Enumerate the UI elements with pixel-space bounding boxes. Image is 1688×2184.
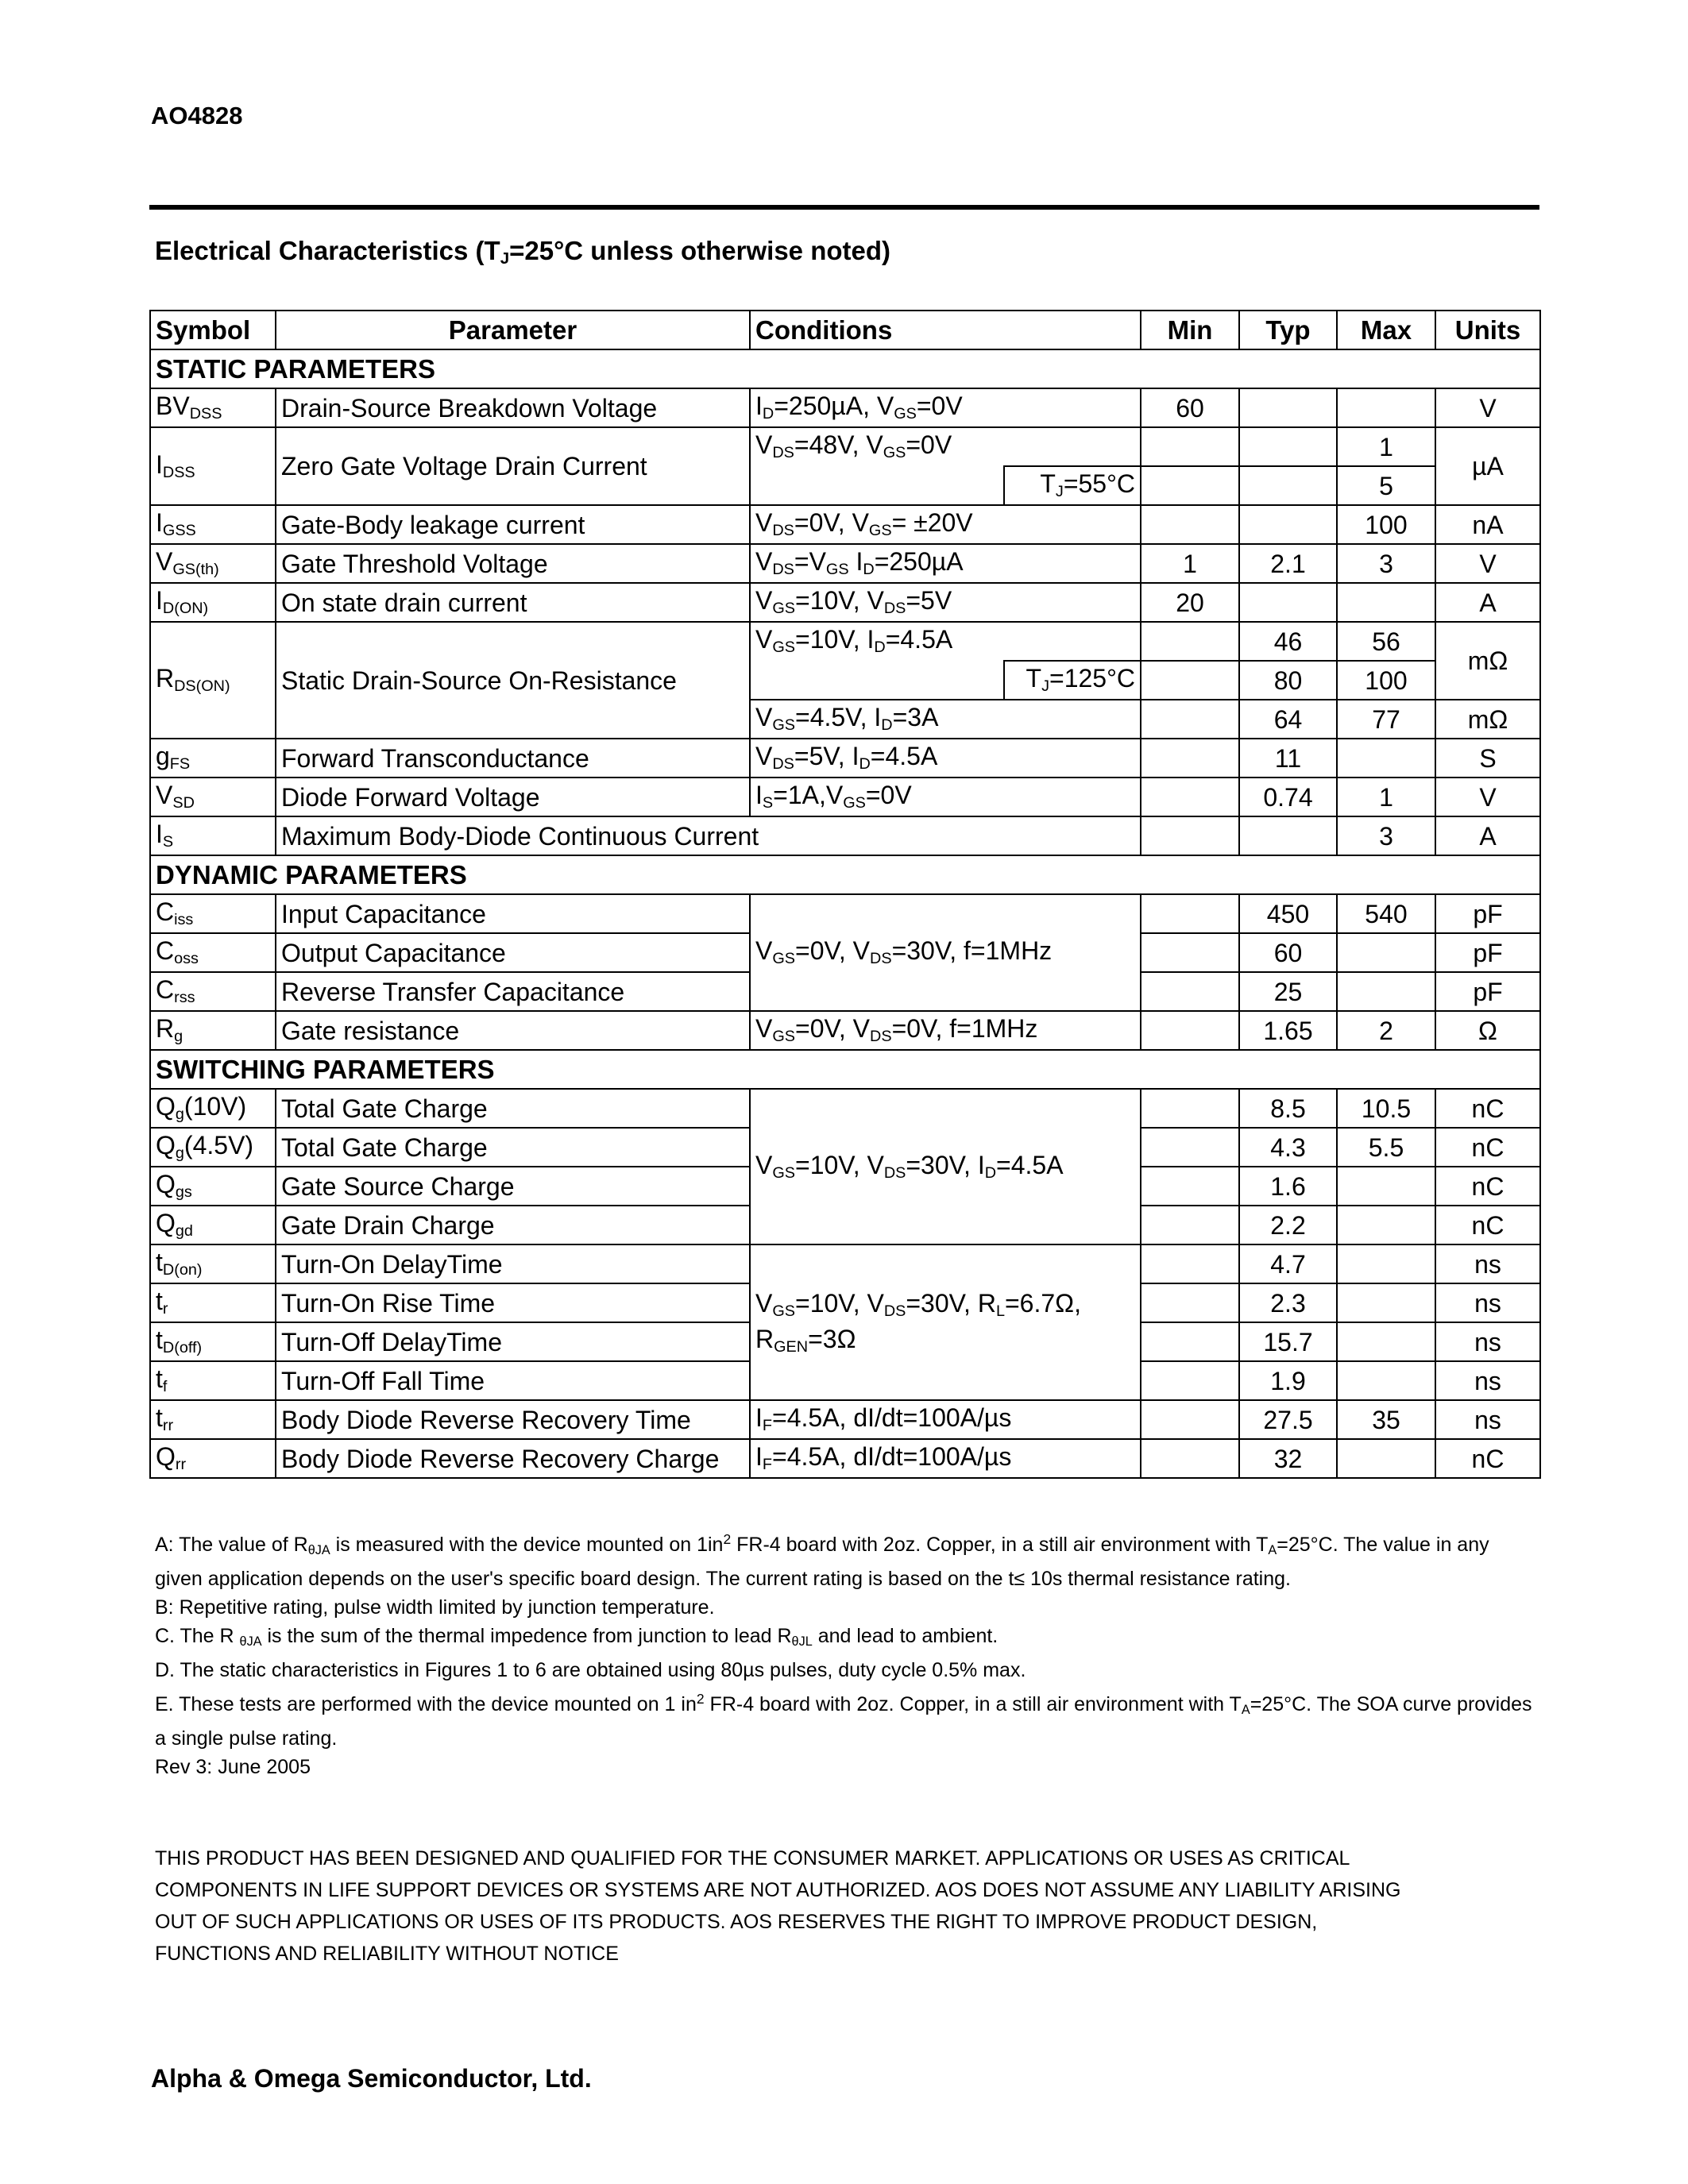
- max-cell: [1337, 1206, 1435, 1244]
- symbol-cell: $I_{D(ON)}$: [150, 583, 276, 622]
- conditions-cell: $V_{GS}=0V$, $V_{DS}=0V$, f=1MHz: [750, 1011, 1141, 1050]
- parameter-cell: Static Drain-Source On-Resistance: [276, 622, 750, 739]
- units-cell: A: [1435, 583, 1540, 622]
- typ-cell: 2.2: [1239, 1206, 1337, 1244]
- min-cell: [1141, 505, 1239, 544]
- symbol-cell: $t_{rr}$: [150, 1400, 276, 1439]
- typ-cell: [1239, 427, 1337, 466]
- table-row: [150, 1089, 1540, 1128]
- max-cell: 100: [1337, 505, 1435, 544]
- typ-cell: 8.5: [1239, 1089, 1337, 1128]
- conditions-cell: $I_S=1A,V_{GS}=0V$: [750, 778, 1141, 816]
- symbol-cell: $Q_{rr}$: [150, 1439, 276, 1478]
- parameter-cell: On state drain current: [276, 583, 750, 622]
- parameter-cell: Turn-On Rise Time: [276, 1283, 750, 1322]
- table-row: [150, 505, 1540, 544]
- table-row: [150, 1400, 1540, 1439]
- symbol-cell: $Q_{gs}$: [150, 1167, 276, 1206]
- table-title: Electrical Characteristics ($T_J=25^\circ C$ unless otherwise noted): [155, 236, 890, 268]
- typ-cell: 1.9: [1239, 1361, 1337, 1400]
- footnote-e: E. These tests are performed with the device mounted on 1 $in^2$ FR-4 board with 2oz. Copper, in a still air environment with $T_A=25^\circ C$. The SOA curve provides a single pulse rating.: [155, 1690, 1532, 1750]
- max-cell: [1337, 1244, 1435, 1283]
- table-row: [150, 739, 1540, 778]
- units-cell: ns: [1435, 1244, 1540, 1283]
- footnote-c: C. The R $_{\theta JA}$ is the sum of the thermal impedence from junction to lead $R_{\theta JL}$ and lead to ambient.: [155, 1624, 999, 1649]
- units-cell: µA: [1435, 427, 1540, 505]
- table-row: [150, 583, 1540, 622]
- max-cell: 35: [1337, 1400, 1435, 1439]
- symbol-cell: $V_{GS(th)}$: [150, 544, 276, 583]
- disclaimer: [155, 1843, 1553, 1970]
- symbol-cell: $I_S$: [150, 816, 276, 855]
- max-cell: [1337, 1361, 1435, 1400]
- max-cell: 5.5: [1337, 1128, 1435, 1167]
- footnote-d: D. The static characteristics in Figures 1 to 6 are obtained using 80µs pulses, duty cycle 0.5% max.: [155, 1658, 1026, 1681]
- max-cell: [1337, 972, 1435, 1011]
- table-row: [150, 544, 1540, 583]
- parameter-cell: Turn-Off Fall Time: [276, 1361, 750, 1400]
- min-cell: [1141, 1322, 1239, 1361]
- symbol-cell: $BV_{DSS}$: [150, 388, 276, 427]
- units-cell: pF: [1435, 972, 1540, 1011]
- symbol-cell: $C_{iss}$: [150, 894, 276, 933]
- typ-cell: 15.7: [1239, 1322, 1337, 1361]
- typ-cell: 1.65: [1239, 1011, 1337, 1050]
- parameter-cell: Total Gate Charge: [276, 1089, 750, 1128]
- conditions-cell: $V_{GS}=10V$, $V_{DS}=5V$: [750, 583, 1141, 622]
- footnotes: [155, 1525, 1537, 1781]
- units-cell: nA: [1435, 505, 1540, 544]
- typ-cell: 32: [1239, 1439, 1337, 1478]
- parameter-cell: Turn-Off DelayTime: [276, 1322, 750, 1361]
- units-cell: A: [1435, 816, 1540, 855]
- header-max: Max: [1337, 311, 1435, 349]
- units-cell: nC: [1435, 1167, 1540, 1206]
- conditions-cell: $I_D=250\mu A$, $V_{GS}=0V$: [750, 388, 1141, 427]
- conditions-cell: $V_{DS}=5V$, $I_D=4.5A$: [750, 739, 1141, 778]
- table-row: [150, 1011, 1540, 1050]
- company-name: Alpha & Omega Semiconductor, Ltd.: [151, 2064, 592, 2093]
- table-header-row: [150, 311, 1540, 349]
- symbol-cell: $g_{FS}$: [150, 739, 276, 778]
- symbol-cell: $Q_{gd}$: [150, 1206, 276, 1244]
- units-cell: pF: [1435, 894, 1540, 933]
- parameter-cell: Drain-Source Breakdown Voltage: [276, 388, 750, 427]
- max-cell: [1337, 388, 1435, 427]
- disclaimer-line: OUT OF SUCH APPLICATIONS OR USES OF ITS PRODUCTS. AOS RESERVES THE RIGHT TO IMPROVE PRODUCT DESIGN,: [155, 1911, 1318, 1933]
- disclaimer-line: THIS PRODUCT HAS BEEN DESIGNED AND QUALIFIED FOR THE CONSUMER MARKET. APPLICATIONS OR USES AS CRITICAL: [155, 1847, 1350, 1870]
- parameter-cell: Gate-Body leakage current: [276, 505, 750, 544]
- table-row: [150, 894, 1540, 933]
- max-cell: [1337, 1439, 1435, 1478]
- typ-cell: 64: [1239, 700, 1337, 739]
- typ-cell: [1239, 583, 1337, 622]
- header-rule: [149, 205, 1539, 210]
- parameter-cell: Gate Source Charge: [276, 1167, 750, 1206]
- parameter-cell: Gate Drain Charge: [276, 1206, 750, 1244]
- symbol-cell: $C_{oss}$: [150, 933, 276, 972]
- conditions-cell: $V_{GS}=4.5V$, $I_D=3A$: [750, 700, 1141, 739]
- table-row: [150, 388, 1540, 427]
- conditions-cell: [750, 661, 1004, 700]
- max-cell: 2: [1337, 1011, 1435, 1050]
- units-cell: V: [1435, 388, 1540, 427]
- min-cell: 20: [1141, 583, 1239, 622]
- max-cell: [1337, 583, 1435, 622]
- units-cell: pF: [1435, 933, 1540, 972]
- max-cell: 77: [1337, 700, 1435, 739]
- symbol-cell: $Q_g(4.5V)$: [150, 1128, 276, 1167]
- max-cell: 10.5: [1337, 1089, 1435, 1128]
- footnote-a: A: The value of $R_{\theta JA}$ is measured with the device mounted on $1in^2$ FR-4 board with 2oz. Copper, in a still air environment with $T_A=25^\circ C$. The value in any given application depends on the user's specific board design. The current rating is based on the t≤ 10s thermal resistance rating.: [155, 1531, 1489, 1590]
- typ-cell: [1239, 816, 1337, 855]
- table-row: [150, 816, 1540, 855]
- parameter-cell: Zero Gate Voltage Drain Current: [276, 427, 750, 505]
- parameter-cell: Body Diode Reverse Recovery Charge: [276, 1439, 750, 1478]
- section-label: DYNAMIC PARAMETERS: [150, 855, 1540, 894]
- parameter-cell: Body Diode Reverse Recovery Time: [276, 1400, 750, 1439]
- symbol-cell: $Q_g(10V)$: [150, 1089, 276, 1128]
- part-number: AO4828: [151, 102, 243, 129]
- units-cell: ns: [1435, 1361, 1540, 1400]
- min-cell: [1141, 1128, 1239, 1167]
- min-cell: [1141, 1283, 1239, 1322]
- section-static: [150, 349, 1540, 388]
- units-cell: ns: [1435, 1283, 1540, 1322]
- units-cell: V: [1435, 544, 1540, 583]
- parameter-cell: Turn-On DelayTime: [276, 1244, 750, 1283]
- max-cell: 5: [1337, 466, 1435, 505]
- max-cell: 3: [1337, 816, 1435, 855]
- symbol-cell: $t_{D(off)}$: [150, 1322, 276, 1361]
- section-label: STATIC PARAMETERS: [150, 349, 1540, 388]
- parameter-cell: Output Capacitance: [276, 933, 750, 972]
- conditions-cell: $V_{GS}=10V$, $I_D=4.5A$: [750, 622, 1141, 661]
- symbol-cell: $t_f$: [150, 1361, 276, 1400]
- max-cell: 3: [1337, 544, 1435, 583]
- parameter-cell: Forward Transconductance: [276, 739, 750, 778]
- min-cell: [1141, 739, 1239, 778]
- min-cell: [1141, 1206, 1239, 1244]
- typ-cell: 25: [1239, 972, 1337, 1011]
- parameter-cell: Reverse Transfer Capacitance: [276, 972, 750, 1011]
- table-row: [150, 1439, 1540, 1478]
- conditions-cell: [750, 466, 1004, 505]
- electrical-characteristics-table: [149, 310, 1541, 1479]
- header-parameter: Parameter: [276, 311, 750, 349]
- typ-cell: 80: [1239, 661, 1337, 700]
- table-row: [150, 427, 1540, 466]
- disclaimer-line: COMPONENTS IN LIFE SUPPORT DEVICES OR SYSTEMS ARE NOT AUTHORIZED. AOS DOES NOT ASSUME ANY LIABILITY ARISING: [155, 1879, 1401, 1901]
- max-cell: 1: [1337, 427, 1435, 466]
- min-cell: [1141, 1011, 1239, 1050]
- min-cell: [1141, 700, 1239, 739]
- parameter-cell: Total Gate Charge: [276, 1128, 750, 1167]
- symbol-cell: $R_g$: [150, 1011, 276, 1050]
- revision-note: Rev 3: June 2005: [155, 1755, 311, 1778]
- typ-cell: 60: [1239, 933, 1337, 972]
- units-cell: nC: [1435, 1089, 1540, 1128]
- max-cell: [1337, 1167, 1435, 1206]
- max-cell: 540: [1337, 894, 1435, 933]
- header-units: Units: [1435, 311, 1540, 349]
- parameter-cell: Diode Forward Voltage: [276, 778, 750, 816]
- units-cell: mΩ: [1435, 622, 1540, 700]
- parameter-cell: Gate resistance: [276, 1011, 750, 1050]
- conditions-cell: $V_{DS}=V_{GS}$ $I_D=250\mu A$: [750, 544, 1141, 583]
- units-cell: ns: [1435, 1400, 1540, 1439]
- conditions-cell: $V_{GS}=10V$, $V_{DS}=30V$, $I_D=4.5A$: [750, 1089, 1141, 1244]
- conditions-cell: $V_{GS}=0V$, $V_{DS}=30V$, f=1MHz: [750, 894, 1141, 1011]
- symbol-cell: $I_{GSS}$: [150, 505, 276, 544]
- typ-cell: 46: [1239, 622, 1337, 661]
- typ-cell: 450: [1239, 894, 1337, 933]
- min-cell: [1141, 1400, 1239, 1439]
- table-row: [150, 1244, 1540, 1283]
- units-cell: S: [1435, 739, 1540, 778]
- units-cell: nC: [1435, 1128, 1540, 1167]
- section-label: SWITCHING PARAMETERS: [150, 1050, 1540, 1089]
- typ-cell: 27.5: [1239, 1400, 1337, 1439]
- typ-cell: 4.3: [1239, 1128, 1337, 1167]
- min-cell: [1141, 466, 1239, 505]
- units-cell: V: [1435, 778, 1540, 816]
- conditions-cell: $V_{DS}=48V$, $V_{GS}=0V$: [750, 427, 1141, 466]
- conditions-cell: $V_{GS}=10V$, $V_{DS}=30V$, $R_L=6.7\Omega$, $R_{GEN}=3\Omega$: [750, 1244, 1141, 1400]
- typ-cell: 2.3: [1239, 1283, 1337, 1322]
- units-cell: Ω: [1435, 1011, 1540, 1050]
- min-cell: [1141, 1167, 1239, 1206]
- section-dynamic: [150, 855, 1540, 894]
- typ-cell: 4.7: [1239, 1244, 1337, 1283]
- units-cell: nC: [1435, 1206, 1540, 1244]
- header-symbol: Symbol: [150, 311, 276, 349]
- typ-cell: 2.1: [1239, 544, 1337, 583]
- symbol-cell: $t_r$: [150, 1283, 276, 1322]
- header-min: Min: [1141, 311, 1239, 349]
- max-cell: 1: [1337, 778, 1435, 816]
- typ-cell: 11: [1239, 739, 1337, 778]
- conditions-subcell: $T_J=55^\circ C$: [1004, 466, 1141, 505]
- min-cell: [1141, 933, 1239, 972]
- footnote-b: B: Repetitive rating, pulse width limited by junction temperature.: [155, 1596, 715, 1619]
- min-cell: [1141, 622, 1239, 661]
- min-cell: [1141, 972, 1239, 1011]
- section-switching: [150, 1050, 1540, 1089]
- conditions-subcell: $T_J=125^\circ C$: [1004, 661, 1141, 700]
- min-cell: [1141, 1361, 1239, 1400]
- typ-cell: [1239, 505, 1337, 544]
- units-cell: ns: [1435, 1322, 1540, 1361]
- max-cell: [1337, 1283, 1435, 1322]
- conditions-cell: $I_F=4.5A$, dI/dt=100A/µs: [750, 1439, 1141, 1478]
- max-cell: [1337, 933, 1435, 972]
- min-cell: [1141, 661, 1239, 700]
- typ-cell: [1239, 388, 1337, 427]
- conditions-cell: $I_F=4.5A$, dI/dt=100A/µs: [750, 1400, 1141, 1439]
- max-cell: 56: [1337, 622, 1435, 661]
- symbol-cell: $R_{DS(ON)}$: [150, 622, 276, 739]
- header-typ: Typ: [1239, 311, 1337, 349]
- parameter-cell: Maximum Body-Diode Continuous Current: [276, 816, 1141, 855]
- min-cell: 60: [1141, 388, 1239, 427]
- symbol-cell: $C_{rss}$: [150, 972, 276, 1011]
- max-cell: 100: [1337, 661, 1435, 700]
- min-cell: [1141, 778, 1239, 816]
- table-row: [150, 622, 1540, 661]
- min-cell: [1141, 1244, 1239, 1283]
- symbol-cell: $t_{D(on)}$: [150, 1244, 276, 1283]
- max-cell: [1337, 1322, 1435, 1361]
- parameter-cell: Input Capacitance: [276, 894, 750, 933]
- min-cell: 1: [1141, 544, 1239, 583]
- table-row: [150, 778, 1540, 816]
- typ-cell: 1.6: [1239, 1167, 1337, 1206]
- min-cell: [1141, 1089, 1239, 1128]
- units-cell: mΩ: [1435, 700, 1540, 739]
- min-cell: [1141, 427, 1239, 466]
- parameter-cell: Gate Threshold Voltage: [276, 544, 750, 583]
- typ-cell: [1239, 466, 1337, 505]
- symbol-cell: $V_{SD}$: [150, 778, 276, 816]
- min-cell: [1141, 1439, 1239, 1478]
- typ-cell: 0.74: [1239, 778, 1337, 816]
- disclaimer-line: FUNCTIONS AND RELIABILITY WITHOUT NOTICE: [155, 1943, 619, 1965]
- conditions-cell: $V_{DS}=0V$, $V_{GS}= \pm 20V$: [750, 505, 1141, 544]
- symbol-cell: $I_{DSS}$: [150, 427, 276, 505]
- max-cell: [1337, 739, 1435, 778]
- header-conditions: Conditions: [750, 311, 1141, 349]
- min-cell: [1141, 816, 1239, 855]
- units-cell: nC: [1435, 1439, 1540, 1478]
- min-cell: [1141, 894, 1239, 933]
